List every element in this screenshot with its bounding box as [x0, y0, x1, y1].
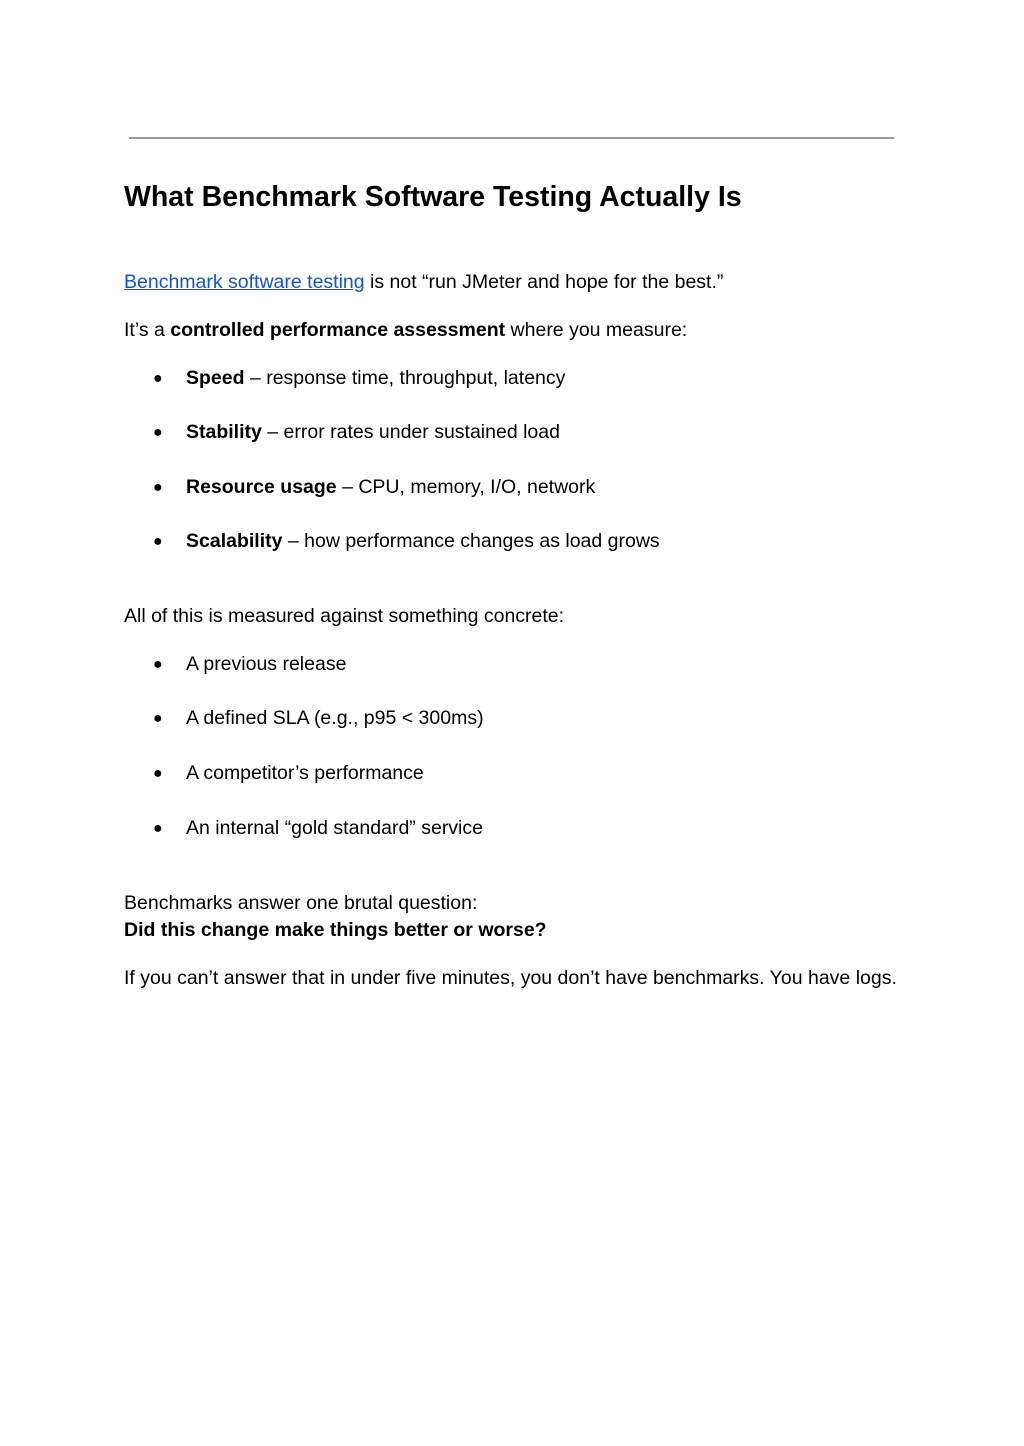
definition-suffix: where you measure:: [505, 319, 688, 341]
bullet-icon: ●: [153, 424, 163, 441]
bullet-icon: ●: [153, 479, 163, 496]
baseline-text: A competitor’s performance: [186, 762, 424, 784]
key-question: [124, 917, 547, 944]
measure-desc: – how performance changes as load grows: [282, 530, 660, 552]
horizontal-rule: [129, 137, 894, 139]
bullet-icon: ●: [153, 820, 163, 837]
bullet-icon: ●: [153, 656, 163, 673]
definition-paragraph: [124, 317, 687, 344]
measure-desc: – CPU, memory, I/O, network: [336, 476, 596, 498]
measure-term: Scalability: [186, 530, 283, 552]
closing-paragraph: If you can’t answer that in under five minutes, you don’t have benchmarks. You have logs.: [124, 967, 897, 989]
measure-term: Resource usage: [186, 476, 337, 498]
question-intro: Benchmarks answer one brutal question:: [124, 892, 478, 914]
bullet-icon: ●: [153, 765, 163, 782]
measure-desc: – response time, throughput, latency: [244, 367, 566, 389]
definition-prefix: It’s a: [124, 319, 171, 341]
benchmark-testing-link[interactable]: Benchmark software testing: [124, 271, 365, 293]
baseline-text: An internal “gold standard” service: [186, 817, 483, 839]
measure-desc: – error rates under sustained load: [261, 421, 560, 443]
baseline-text: A previous release: [186, 653, 347, 675]
measured-against-paragraph: All of this is measured against something concrete:: [124, 605, 565, 627]
baseline-text: A defined SLA (e.g., p95 < 300ms): [186, 707, 484, 729]
bullet-icon: ●: [153, 533, 163, 550]
intro-paragraph: [124, 269, 723, 296]
definition-bold: controlled performance assessment: [170, 319, 506, 341]
bullet-icon: ●: [153, 710, 163, 727]
measure-term: Stability: [186, 421, 262, 443]
page-title: What Benchmark Software Testing Actually Is: [124, 181, 742, 213]
intro-text: is not “run JMeter and hope for the best.”: [364, 271, 724, 293]
bullet-icon: ●: [153, 370, 163, 387]
key-question-text: Did this change make things better or worse?: [124, 919, 547, 941]
measure-term: Speed: [186, 367, 245, 389]
